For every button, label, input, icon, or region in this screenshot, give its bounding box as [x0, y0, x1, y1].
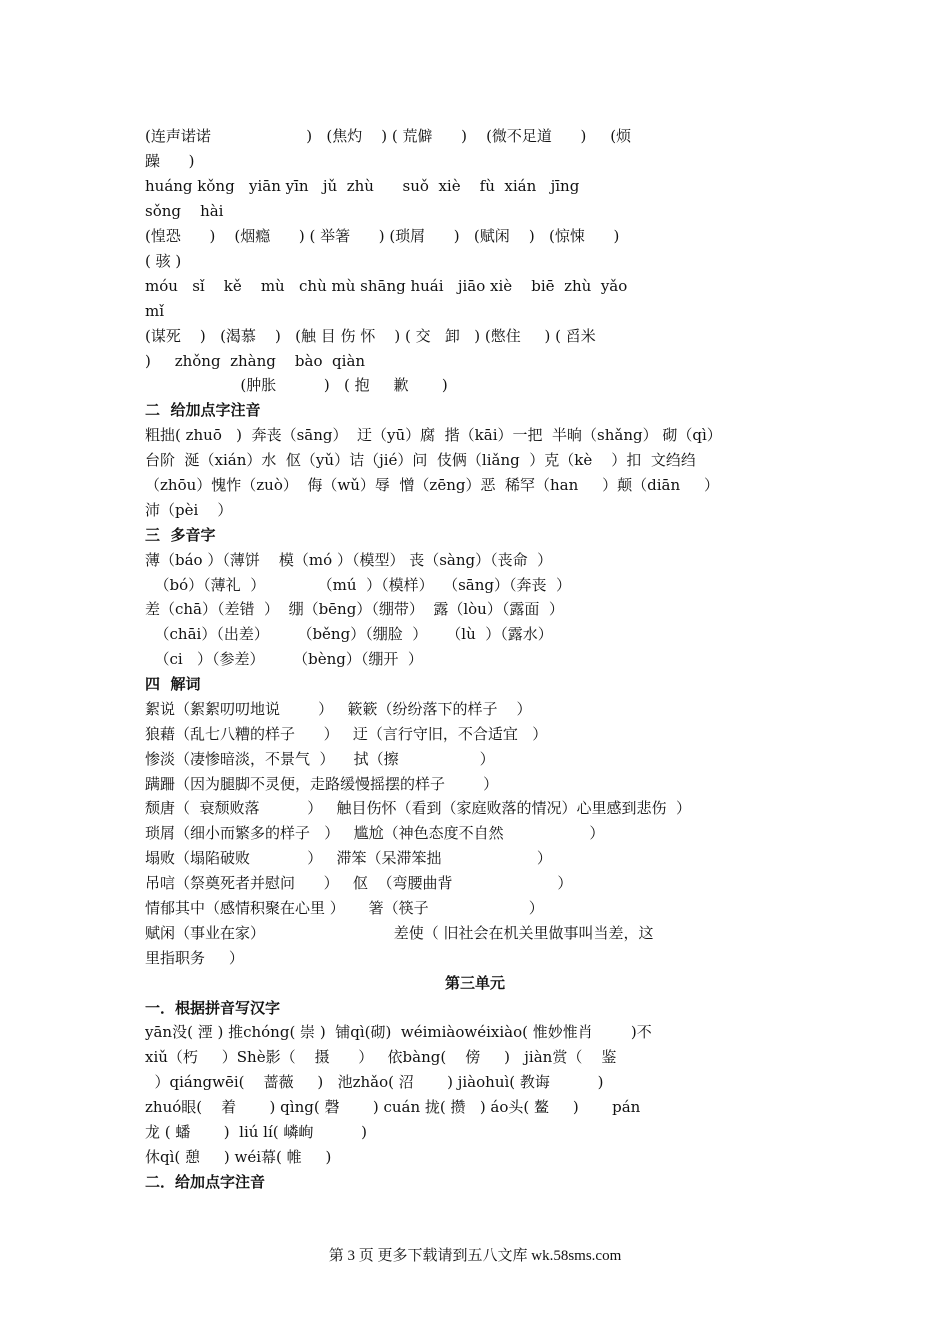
text-line: ）qiángwēi( 蔷薇 ) 池zhǎo( 沼 ) jiàohuì( 教诲 ): [145, 1073, 604, 1091]
text-line: （ci ）（参差） （bèng）（绷开 ）: [145, 650, 423, 668]
text-line: (谋死 ) (渴慕 ) (触 目 伤 怀 ) ( 交 卸 ) (憋住 ) ( 舀米: [145, 327, 596, 345]
text-line: 台阶 涎（xián）水 伛（yǔ）诘（jié）问 伎俩（liǎng ）克（kè ）扣 文绉绉: [145, 451, 696, 469]
text-line: 粗拙( zhuō ) 奔丧（sāng） 迂（yū）腐 揩（kāi）一把 半晌（shǎng） 砌（qì）: [145, 426, 722, 444]
text-line: 吊唁（祭奠死者并慰问 ） 伛 （弯腰曲背 ）: [145, 874, 573, 892]
text-line: ( 骇 ): [145, 252, 182, 270]
text-line: 塌败（塌陷破败 ） 滞笨（呆滞笨拙 ）: [145, 849, 552, 867]
pinyin-line: sǒng hài: [145, 202, 224, 220]
unit-title: 第三单元: [444, 974, 505, 992]
text-line: 狼藉（乱七八糟的样子 ） 迂（言行守旧，不合适宜 ）: [145, 725, 548, 743]
text-line: yān没( 湮 ) 推chóng( 崇 ) 铺qì(砌) wéimiàowéixiào( 惟妙惟肖 )不: [145, 1023, 652, 1041]
text-line: 蹒跚（因为腿脚不灵便，走路缓慢摇摆的样子 ）: [145, 775, 499, 793]
text-line: （chāi）（出差） （běng）（绷脸 ） （lù ）（露水）: [145, 625, 553, 643]
pinyin-line: mǐ: [145, 302, 165, 320]
text-line: 龙 ( 蟠 ) liú lí( 嶙峋 ): [145, 1123, 367, 1141]
text-line: 琐屑（细小而繁多的样子 ） 尴尬（神色态度不自然 ）: [145, 824, 605, 842]
text-line: 絮说（絮絮叨叨地说 ） 簌簌（纷纷落下的样子 ）: [145, 700, 532, 718]
page-footer: 第 3 页 更多下载请到五八文库 wk.58sms.com: [328, 1248, 622, 1264]
section-heading: 四 解词: [145, 675, 201, 693]
text-line: ) zhǒng zhàng bào qiàn: [145, 352, 366, 370]
text-line: 沛（pèi ）: [145, 501, 233, 519]
text-line: (肿胀 ) ( 抱 歉 ): [145, 376, 448, 394]
text-line: 惨淡（凄惨暗淡，不景气 ） 拭（擦 ）: [145, 750, 495, 768]
text-line: xiǔ（朽 ）Shè影（ 摄 ） 依bàng( 傍 ) jiàn赏（ 鉴: [145, 1048, 617, 1066]
text-line: zhuó眼( 着 ) qìng( 磬 ) cuán 拢( 攒 ) áo头( 鳌 ) pán: [145, 1098, 641, 1116]
text-line: (惶恐 ) (烟瘾 ) ( 举箸 ) (琐屑 ) (赋闲 ) (惊悚 ): [145, 227, 620, 245]
text-line: （bó）（薄礼 ） （mú ）（模样） （sāng）（奔丧 ）: [145, 576, 572, 594]
text-line: 颓唐（ 衰颓败落 ） 触目伤怀（看到（家庭败落的情况）心里感到悲伤 ）: [145, 799, 692, 817]
text-line: 躁 ): [145, 152, 195, 170]
text-line: 情郁其中（感情积聚在心里 ） 箸（筷子 ）: [145, 899, 544, 917]
text-line: (连声诺诺 ) (焦灼 ) ( 荒僻 ) (微不足道 ) (烦: [145, 127, 632, 145]
text-line: 差（chā）（差错 ） 绷（bēng）（绷带） 露（lòu）（露面 ）: [145, 600, 564, 618]
pinyin-line: huáng kǒng yiān yīn jǔ zhù suǒ xiè fù xián jīng: [145, 177, 580, 195]
text-line: 休qì( 憩 ) wéi幕( 帷 ): [145, 1148, 332, 1166]
section-heading: 二．给加点字注音: [145, 1173, 266, 1191]
text-line: 薄（báo ）（薄饼 模（mó ）（模型） 丧（sàng）（丧命 ）: [145, 551, 553, 569]
section-heading: 三 多音字: [145, 526, 216, 544]
section-heading: 二 给加点字注音: [145, 401, 261, 419]
text-line: 赋闲（事业在家） 差使（ 旧社会在机关里做事叫当差，这: [145, 924, 654, 942]
text-line: 里指职务 ）: [145, 949, 244, 967]
pinyin-line: móu sǐ kě mù chù mù shāng huái jiāo xiè biē zhù yǎo: [145, 277, 628, 295]
text-line: （zhōu）愧怍（zuò） 侮（wǔ）辱 憎（zēng）恶 稀罕（han ）颠（diān ）: [145, 476, 719, 494]
section-heading: 一．根据拼音写汉字: [145, 999, 281, 1017]
